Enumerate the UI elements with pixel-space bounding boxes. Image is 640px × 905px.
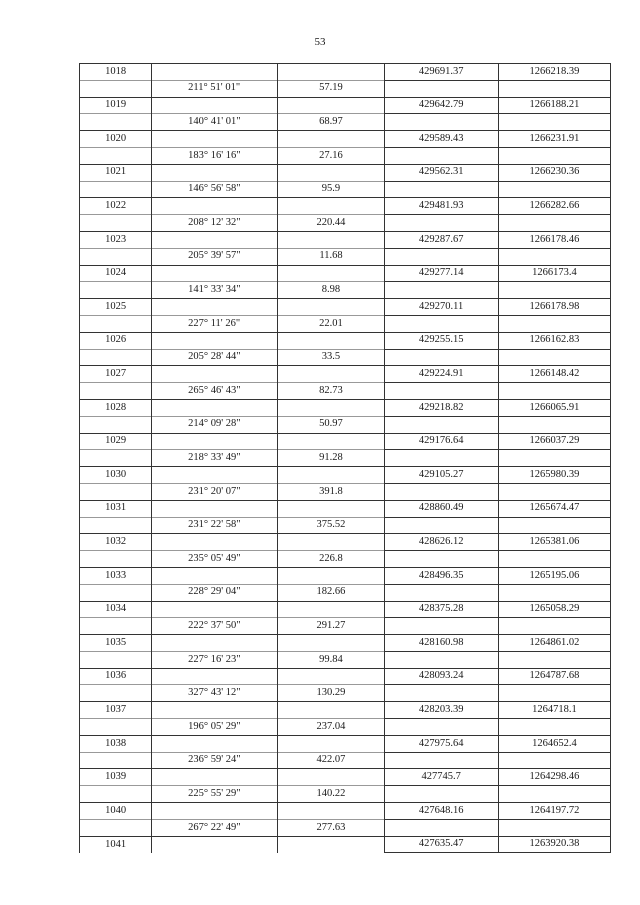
point-number-cell: 1034: [80, 601, 152, 618]
table-row-segment: [80, 752, 611, 769]
bearing-angle-cell: 235° 05' 49": [152, 551, 278, 568]
y-coordinate-cell: [498, 80, 610, 97]
table-row-segment: [80, 618, 611, 635]
point-number-cell: 1030: [80, 467, 152, 484]
bearing-angle-cell: 236° 59' 24": [152, 752, 278, 769]
x-coordinate-cell: 427648.16: [384, 803, 498, 820]
point-number-cell: [80, 719, 152, 736]
distance-cell: [278, 332, 384, 349]
table-row-segment: [80, 651, 611, 668]
point-number-cell: 1021: [80, 164, 152, 181]
x-coordinate-cell: 428860.49: [384, 500, 498, 517]
table-row-segment: [80, 114, 611, 131]
y-coordinate-cell: [498, 147, 610, 164]
bearing-angle-cell: 231° 20' 07": [152, 483, 278, 500]
x-coordinate-cell: 429105.27: [384, 467, 498, 484]
bearing-angle-cell: 205° 28' 44": [152, 349, 278, 366]
bearing-angle-cell: 227° 16' 23": [152, 651, 278, 668]
distance-cell: [278, 299, 384, 316]
y-coordinate-cell: 1266218.39: [498, 64, 610, 81]
x-coordinate-cell: [384, 383, 498, 400]
y-coordinate-cell: [498, 752, 610, 769]
distance-cell: 140.22: [278, 786, 384, 803]
bearing-angle-cell: 228° 29' 04": [152, 584, 278, 601]
table-row-point: [80, 231, 611, 248]
bearing-angle-cell: [152, 836, 278, 853]
point-number-cell: 1036: [80, 668, 152, 685]
point-number-cell: [80, 80, 152, 97]
distance-cell: 68.97: [278, 114, 384, 131]
point-number-cell: [80, 450, 152, 467]
bearing-angle-cell: [152, 433, 278, 450]
table-row-point: [80, 198, 611, 215]
table-row-point: [80, 433, 611, 450]
y-coordinate-cell: [498, 114, 610, 131]
point-number-cell: [80, 685, 152, 702]
bearing-angle-cell: 196° 05' 29": [152, 719, 278, 736]
distance-cell: 237.04: [278, 719, 384, 736]
distance-cell: 57.19: [278, 80, 384, 97]
x-coordinate-cell: 429481.93: [384, 198, 498, 215]
bearing-angle-cell: [152, 164, 278, 181]
point-number-cell: 1024: [80, 265, 152, 282]
bearing-angle-cell: [152, 601, 278, 618]
x-coordinate-cell: [384, 248, 498, 265]
table-row-segment: [80, 483, 611, 500]
point-number-cell: [80, 114, 152, 131]
x-coordinate-cell: [384, 114, 498, 131]
bearing-angle-cell: [152, 231, 278, 248]
distance-cell: 391.8: [278, 483, 384, 500]
table-row-segment: [80, 282, 611, 299]
y-coordinate-cell: 1264298.46: [498, 769, 610, 786]
point-number-cell: 1020: [80, 131, 152, 148]
x-coordinate-cell: 429691.37: [384, 64, 498, 81]
bearing-angle-cell: 231° 22' 58": [152, 517, 278, 534]
x-coordinate-cell: 429287.67: [384, 231, 498, 248]
y-coordinate-cell: 1264652.4: [498, 735, 610, 752]
point-number-cell: [80, 551, 152, 568]
y-coordinate-cell: [498, 685, 610, 702]
x-coordinate-cell: [384, 483, 498, 500]
bearing-angle-cell: [152, 467, 278, 484]
distance-cell: [278, 836, 384, 853]
table-row-point: [80, 164, 611, 181]
table-row-point: [80, 332, 611, 349]
table-row-point: [80, 64, 611, 81]
point-number-cell: 1028: [80, 399, 152, 416]
distance-cell: 226.8: [278, 551, 384, 568]
y-coordinate-cell: [498, 551, 610, 568]
table-row-point: [80, 836, 611, 853]
bearing-angle-cell: [152, 803, 278, 820]
survey-coordinates-table: [79, 63, 611, 853]
x-coordinate-cell: 428375.28: [384, 601, 498, 618]
y-coordinate-cell: 1266065.91: [498, 399, 610, 416]
bearing-angle-cell: [152, 332, 278, 349]
x-coordinate-cell: [384, 349, 498, 366]
y-coordinate-cell: 1266173.4: [498, 265, 610, 282]
bearing-angle-cell: [152, 702, 278, 719]
distance-cell: [278, 467, 384, 484]
x-coordinate-cell: 429218.82: [384, 399, 498, 416]
point-number-cell: [80, 584, 152, 601]
point-number-cell: [80, 819, 152, 836]
bearing-angle-cell: 205° 39' 57": [152, 248, 278, 265]
point-number-cell: 1026: [80, 332, 152, 349]
x-coordinate-cell: [384, 685, 498, 702]
bearing-angle-cell: 183° 16' 16": [152, 147, 278, 164]
y-coordinate-cell: 1266148.42: [498, 366, 610, 383]
table-row-point: [80, 534, 611, 551]
table-row-segment: [80, 685, 611, 702]
table-row-segment: [80, 719, 611, 736]
distance-cell: [278, 399, 384, 416]
table-row-point: [80, 567, 611, 584]
distance-cell: [278, 769, 384, 786]
y-coordinate-cell: [498, 450, 610, 467]
y-coordinate-cell: [498, 819, 610, 836]
point-number-cell: 1029: [80, 433, 152, 450]
point-number-cell: 1032: [80, 534, 152, 551]
bearing-angle-cell: 214° 09' 28": [152, 416, 278, 433]
table-row-segment: [80, 551, 611, 568]
bearing-angle-cell: [152, 97, 278, 114]
bearing-angle-cell: [152, 567, 278, 584]
y-coordinate-cell: [498, 618, 610, 635]
point-number-cell: 1027: [80, 366, 152, 383]
distance-cell: 91.28: [278, 450, 384, 467]
bearing-angle-cell: [152, 769, 278, 786]
y-coordinate-cell: [498, 349, 610, 366]
table-row-point: [80, 735, 611, 752]
table-row-segment: [80, 248, 611, 265]
point-number-cell: [80, 383, 152, 400]
distance-cell: 8.98: [278, 282, 384, 299]
distance-cell: 220.44: [278, 215, 384, 232]
y-coordinate-cell: [498, 651, 610, 668]
point-number-cell: 1038: [80, 735, 152, 752]
point-number-cell: [80, 248, 152, 265]
table-row-segment: [80, 147, 611, 164]
bearing-angle-cell: [152, 500, 278, 517]
table-row-point: [80, 299, 611, 316]
bearing-angle-cell: [152, 299, 278, 316]
table-row-segment: [80, 819, 611, 836]
y-coordinate-cell: 1266037.29: [498, 433, 610, 450]
x-coordinate-cell: [384, 80, 498, 97]
table-body: [80, 64, 611, 853]
table-row-point: [80, 668, 611, 685]
point-number-cell: 1019: [80, 97, 152, 114]
x-coordinate-cell: 428496.35: [384, 567, 498, 584]
y-coordinate-cell: 1266188.21: [498, 97, 610, 114]
x-coordinate-cell: 428203.39: [384, 702, 498, 719]
y-coordinate-cell: [498, 786, 610, 803]
y-coordinate-cell: 1266231.91: [498, 131, 610, 148]
x-coordinate-cell: [384, 315, 498, 332]
point-number-cell: 1040: [80, 803, 152, 820]
table-row-segment: [80, 80, 611, 97]
table-row-segment: [80, 517, 611, 534]
table-row-segment: [80, 315, 611, 332]
bearing-angle-cell: [152, 64, 278, 81]
x-coordinate-cell: [384, 450, 498, 467]
y-coordinate-cell: [498, 483, 610, 500]
x-coordinate-cell: [384, 786, 498, 803]
table-row-point: [80, 769, 611, 786]
bearing-angle-cell: 140° 41' 01": [152, 114, 278, 131]
bearing-angle-cell: [152, 735, 278, 752]
distance-cell: 22.01: [278, 315, 384, 332]
bearing-angle-cell: [152, 265, 278, 282]
x-coordinate-cell: 429277.14: [384, 265, 498, 282]
bearing-angle-cell: 208° 12' 32": [152, 215, 278, 232]
x-coordinate-cell: [384, 416, 498, 433]
distance-cell: 130.29: [278, 685, 384, 702]
point-number-cell: [80, 651, 152, 668]
page-number: 53: [314, 36, 326, 48]
table-row-point: [80, 803, 611, 820]
x-coordinate-cell: 429224.91: [384, 366, 498, 383]
point-number-cell: [80, 483, 152, 500]
y-coordinate-cell: [498, 248, 610, 265]
point-number-cell: 1018: [80, 64, 152, 81]
table-row-point: [80, 131, 611, 148]
point-number-cell: [80, 282, 152, 299]
table-row-segment: [80, 181, 611, 198]
x-coordinate-cell: 429176.64: [384, 433, 498, 450]
y-coordinate-cell: 1265195.06: [498, 567, 610, 584]
bearing-angle-cell: 218° 33' 49": [152, 450, 278, 467]
distance-cell: 422.07: [278, 752, 384, 769]
x-coordinate-cell: [384, 215, 498, 232]
x-coordinate-cell: 429270.11: [384, 299, 498, 316]
table-row-segment: [80, 450, 611, 467]
x-coordinate-cell: 429562.31: [384, 164, 498, 181]
table-row-segment: [80, 584, 611, 601]
x-coordinate-cell: 427745.7: [384, 769, 498, 786]
point-number-cell: 1031: [80, 500, 152, 517]
y-coordinate-cell: [498, 719, 610, 736]
y-coordinate-cell: 1264861.02: [498, 635, 610, 652]
bearing-angle-cell: 227° 11' 26": [152, 315, 278, 332]
y-coordinate-cell: 1264718.1: [498, 702, 610, 719]
y-coordinate-cell: 1266282.66: [498, 198, 610, 215]
x-coordinate-cell: 428093.24: [384, 668, 498, 685]
distance-cell: [278, 64, 384, 81]
y-coordinate-cell: [498, 215, 610, 232]
bearing-angle-cell: 267° 22' 49": [152, 819, 278, 836]
point-number-cell: 1039: [80, 769, 152, 786]
distance-cell: [278, 265, 384, 282]
table-row-point: [80, 702, 611, 719]
x-coordinate-cell: [384, 181, 498, 198]
y-coordinate-cell: 1265381.06: [498, 534, 610, 551]
point-number-cell: [80, 215, 152, 232]
x-coordinate-cell: 429589.43: [384, 131, 498, 148]
distance-cell: [278, 198, 384, 215]
distance-cell: 33.5: [278, 349, 384, 366]
bearing-angle-cell: [152, 131, 278, 148]
distance-cell: [278, 366, 384, 383]
y-coordinate-cell: 1265674.47: [498, 500, 610, 517]
distance-cell: [278, 668, 384, 685]
distance-cell: [278, 567, 384, 584]
point-number-cell: 1035: [80, 635, 152, 652]
distance-cell: 291.27: [278, 618, 384, 635]
bearing-angle-cell: 211° 51' 01": [152, 80, 278, 97]
distance-cell: [278, 601, 384, 618]
y-coordinate-cell: [498, 315, 610, 332]
y-coordinate-cell: 1265980.39: [498, 467, 610, 484]
point-number-cell: [80, 349, 152, 366]
table-row-point: [80, 635, 611, 652]
x-coordinate-cell: 428160.98: [384, 635, 498, 652]
point-number-cell: [80, 517, 152, 534]
table-row-segment: [80, 786, 611, 803]
distance-cell: [278, 534, 384, 551]
distance-cell: [278, 735, 384, 752]
y-coordinate-cell: [498, 181, 610, 198]
distance-cell: [278, 231, 384, 248]
point-number-cell: [80, 752, 152, 769]
table-row-point: [80, 467, 611, 484]
y-coordinate-cell: [498, 517, 610, 534]
distance-cell: [278, 635, 384, 652]
table-row-point: [80, 399, 611, 416]
distance-cell: [278, 131, 384, 148]
x-coordinate-cell: 429642.79: [384, 97, 498, 114]
x-coordinate-cell: 427635.47: [384, 836, 498, 853]
point-number-cell: 1025: [80, 299, 152, 316]
x-coordinate-cell: [384, 618, 498, 635]
x-coordinate-cell: [384, 719, 498, 736]
bearing-angle-cell: [152, 399, 278, 416]
distance-cell: 182.66: [278, 584, 384, 601]
point-number-cell: [80, 315, 152, 332]
x-coordinate-cell: [384, 147, 498, 164]
point-number-cell: 1041: [80, 836, 152, 853]
distance-cell: [278, 702, 384, 719]
y-coordinate-cell: 1263920.38: [498, 836, 610, 853]
y-coordinate-cell: [498, 282, 610, 299]
table-row-point: [80, 366, 611, 383]
table-row-segment: [80, 349, 611, 366]
y-coordinate-cell: 1266230.36: [498, 164, 610, 181]
distance-cell: [278, 433, 384, 450]
y-coordinate-cell: 1266178.46: [498, 231, 610, 248]
y-coordinate-cell: [498, 416, 610, 433]
x-coordinate-cell: [384, 584, 498, 601]
y-coordinate-cell: 1264787.68: [498, 668, 610, 685]
bearing-angle-cell: [152, 534, 278, 551]
distance-cell: 95.9: [278, 181, 384, 198]
x-coordinate-cell: [384, 819, 498, 836]
bearing-angle-cell: [152, 668, 278, 685]
distance-cell: 375.52: [278, 517, 384, 534]
bearing-angle-cell: 225° 55' 29": [152, 786, 278, 803]
bearing-angle-cell: 141° 33' 34": [152, 282, 278, 299]
table-row-point: [80, 97, 611, 114]
bearing-angle-cell: [152, 366, 278, 383]
bearing-angle-cell: 327° 43' 12": [152, 685, 278, 702]
point-number-cell: 1022: [80, 198, 152, 215]
x-coordinate-cell: 427975.64: [384, 735, 498, 752]
x-coordinate-cell: [384, 517, 498, 534]
table-row-segment: [80, 215, 611, 232]
point-number-cell: [80, 618, 152, 635]
point-number-cell: 1033: [80, 567, 152, 584]
distance-cell: 82.73: [278, 383, 384, 400]
distance-cell: 277.63: [278, 819, 384, 836]
table-row-segment: [80, 383, 611, 400]
x-coordinate-cell: [384, 651, 498, 668]
x-coordinate-cell: [384, 551, 498, 568]
bearing-angle-cell: 265° 46' 43": [152, 383, 278, 400]
distance-cell: [278, 500, 384, 517]
point-number-cell: [80, 181, 152, 198]
distance-cell: [278, 803, 384, 820]
bearing-angle-cell: [152, 635, 278, 652]
y-coordinate-cell: 1266162.83: [498, 332, 610, 349]
y-coordinate-cell: 1264197.72: [498, 803, 610, 820]
distance-cell: 50.97: [278, 416, 384, 433]
table-row-segment: [80, 416, 611, 433]
point-number-cell: 1023: [80, 231, 152, 248]
point-number-cell: [80, 786, 152, 803]
y-coordinate-cell: 1266178.98: [498, 299, 610, 316]
distance-cell: [278, 97, 384, 114]
distance-cell: 27.16: [278, 147, 384, 164]
point-number-cell: [80, 416, 152, 433]
bearing-angle-cell: 222° 37' 50": [152, 618, 278, 635]
x-coordinate-cell: [384, 282, 498, 299]
y-coordinate-cell: [498, 584, 610, 601]
distance-cell: 99.84: [278, 651, 384, 668]
x-coordinate-cell: 428626.12: [384, 534, 498, 551]
table-row-point: [80, 601, 611, 618]
table-row-point: [80, 265, 611, 282]
point-number-cell: [80, 147, 152, 164]
distance-cell: 11.68: [278, 248, 384, 265]
bearing-angle-cell: [152, 198, 278, 215]
table-row-point: [80, 500, 611, 517]
x-coordinate-cell: [384, 752, 498, 769]
bearing-angle-cell: 146° 56' 58": [152, 181, 278, 198]
y-coordinate-cell: 1265058.29: [498, 601, 610, 618]
x-coordinate-cell: 429255.15: [384, 332, 498, 349]
distance-cell: [278, 164, 384, 181]
point-number-cell: 1037: [80, 702, 152, 719]
y-coordinate-cell: [498, 383, 610, 400]
